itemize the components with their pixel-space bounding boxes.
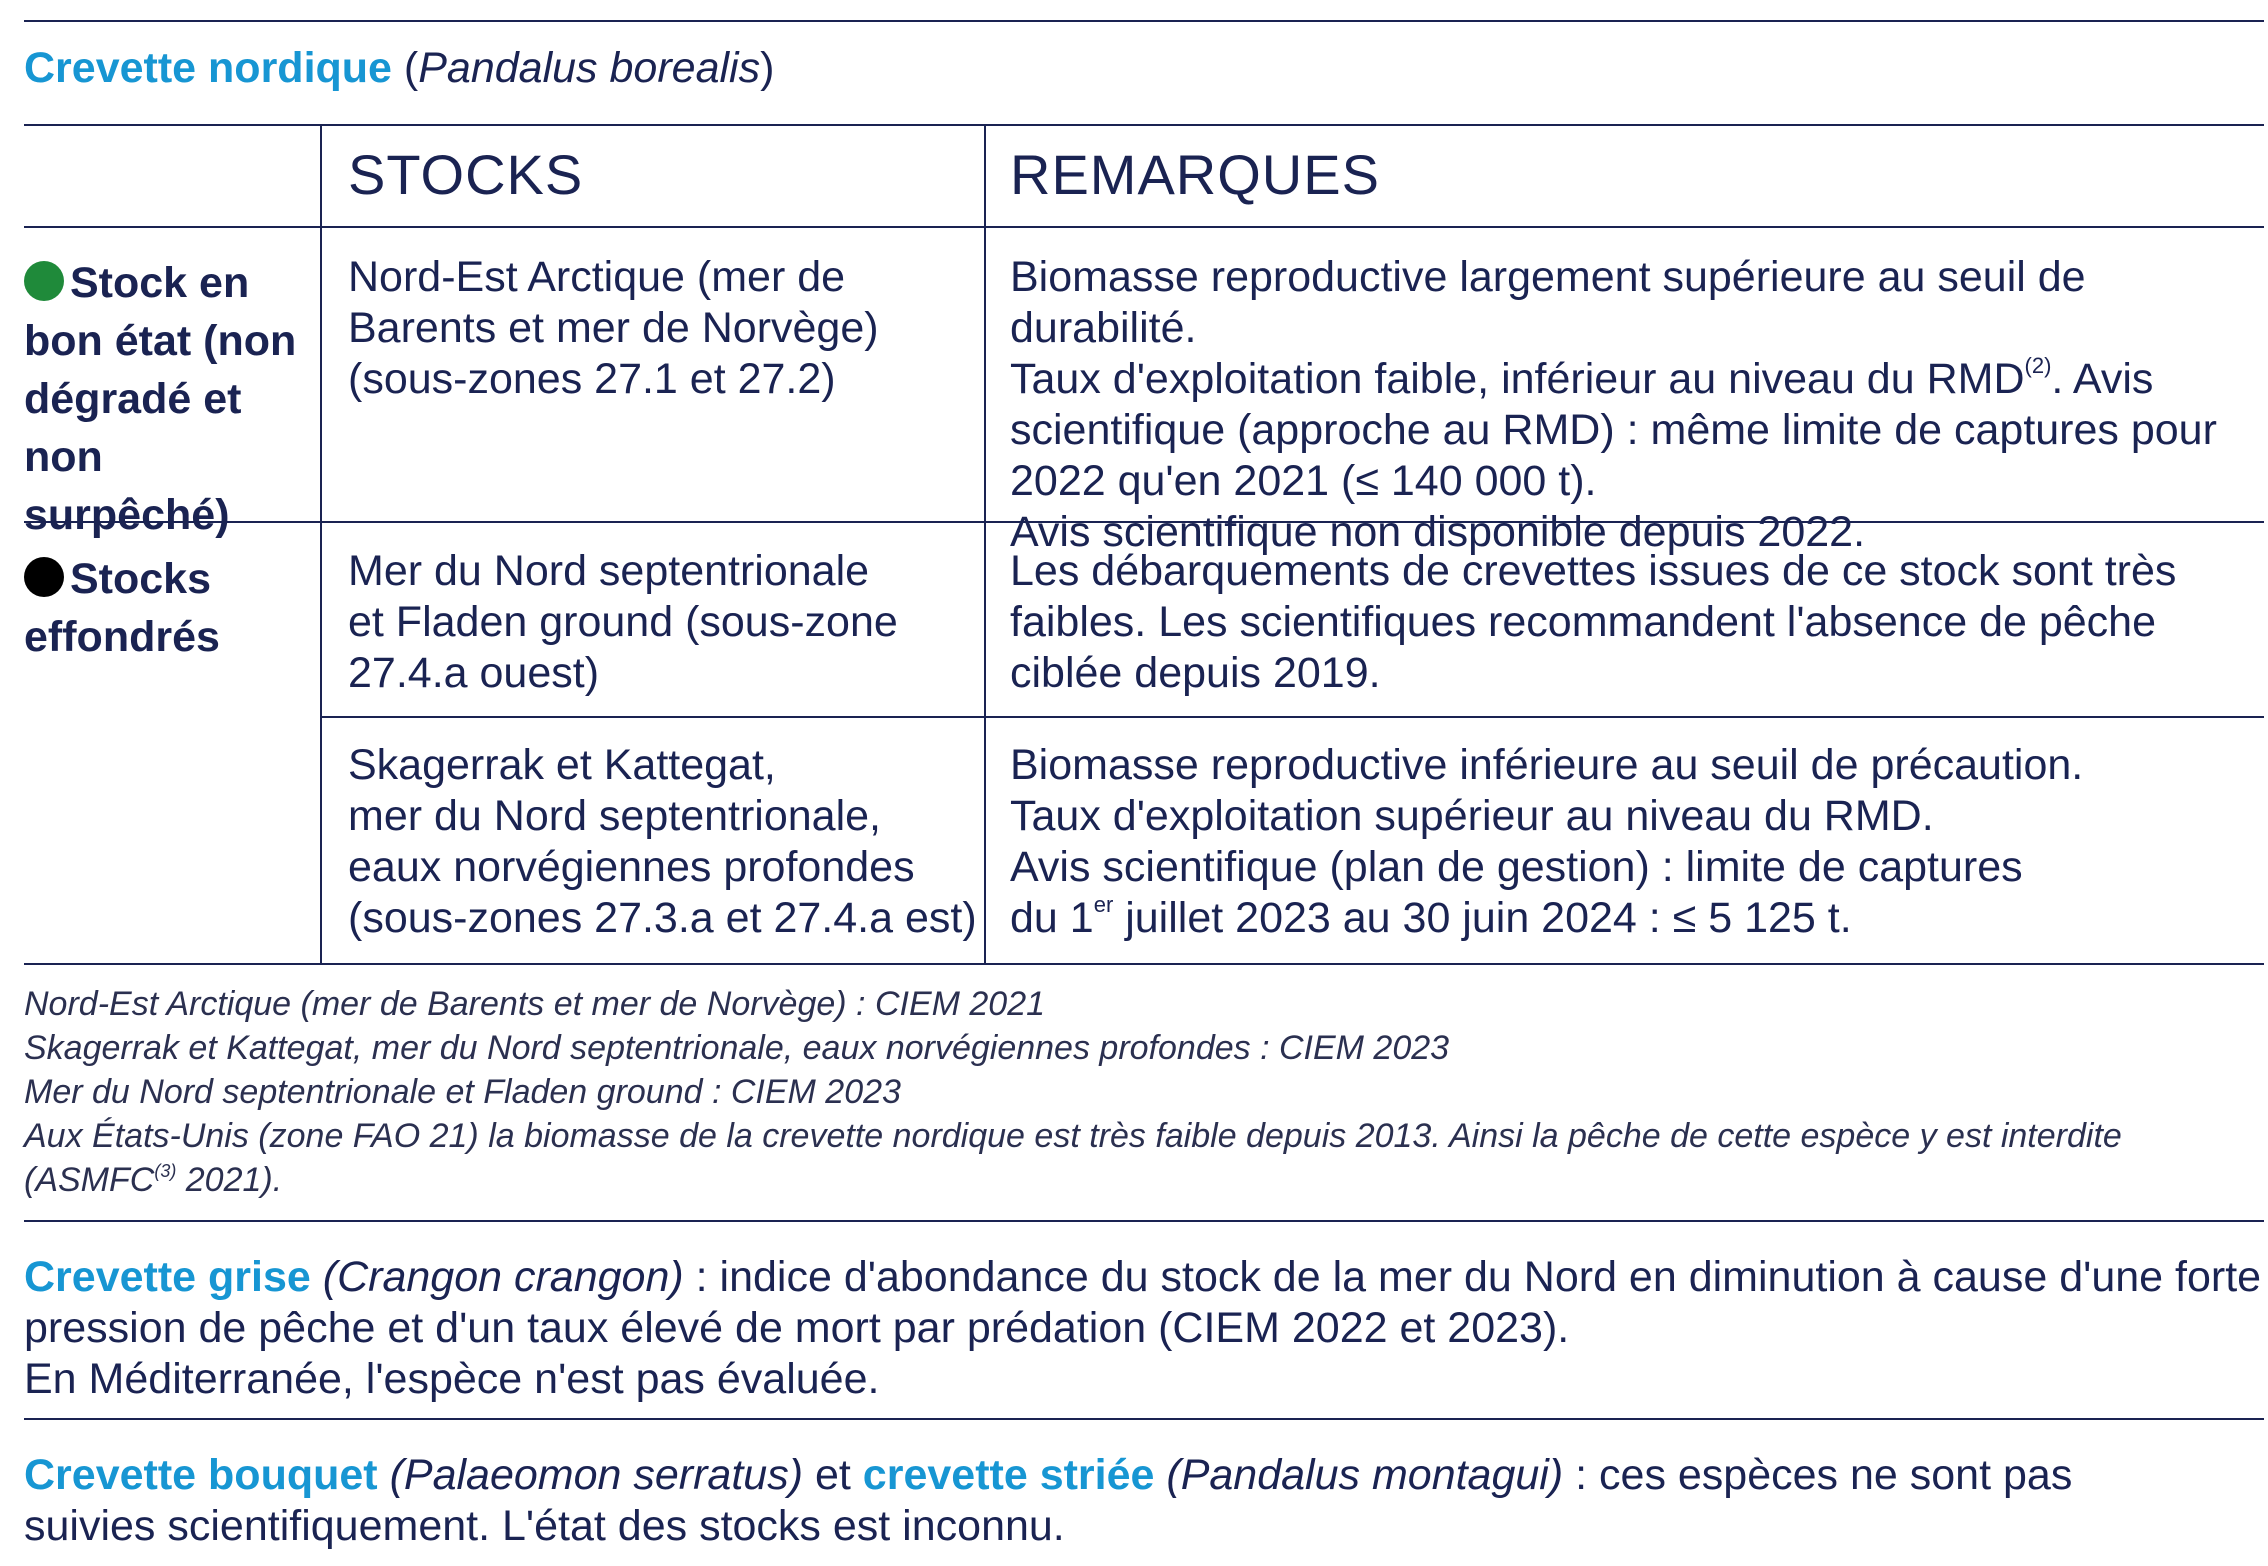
remarks-cell: Biomasse reproductive inférieure au seuil de précaution. Taux d'exploitation supérieur au niveau du RMD. Avis scientifique (plan de gestion) : limite de captures du 1er juillet 2023 au 30 juin 2024 : ≤ 5 125 t. — [1010, 741, 2084, 942]
header-divider — [24, 226, 2264, 228]
footnote-ref: (3) — [154, 1161, 177, 1181]
stocks-table — [24, 124, 2264, 965]
header-stocks: STOCKS — [348, 143, 584, 206]
stock-cell: Nord-Est Arctique (mer de Barents et mer de Norvège) (sous-zones 27.1 et 27.2) — [348, 253, 879, 403]
status-label: Stock en bon état (non dégradé et non surpêché) — [24, 259, 297, 539]
status-good — [24, 254, 304, 544]
species-common-name: Crevette grise — [24, 1253, 311, 1301]
status-collapsed — [24, 550, 304, 666]
header-remarques: REMARQUES — [1010, 143, 1380, 206]
green-dot-icon — [24, 261, 64, 301]
status-label: Stocks effondrés — [24, 555, 220, 661]
species-latin-name: Pandalus borealis — [418, 44, 761, 92]
section-rule — [24, 1418, 2264, 1420]
stock-cell: Mer du Nord septentrionale et Fladen ground (sous-zone 27.4.a ouest) — [348, 547, 898, 697]
species-common-name: Crevette nordique — [24, 44, 392, 92]
source-notes: Nord-Est Arctique (mer de Barents et mer de Norvège) : CIEM 2021 Skagerrak et Kattegat, mer du Nord septentrionale, eaux norvégiennes profondes : CIEM 2023 Mer du Nord septentrionale et Fladen ground : CIEM 2023 Aux États-Unis (zone FAO 21) la biomasse de la crevette nordique est très faible depuis 2013. Ainsi la pêche de cette espèce y est interdite (ASMFC$^{(3)}$ 2021). — [24, 985, 2122, 1199]
crevette-bouquet-section: Crevette bouquet (Palaeomon serratus) et crevette striée (Pandalus montagui) : ces espèces ne sont pas suivies scientifiquement. L'état des stocks est inconnu. — [24, 1451, 2073, 1550]
stock-cell: Skagerrak et Kattegat, mer du Nord septentrionale, eaux norvégiennes profondes (sous-zones 27.3.a et 27.4.a est) — [348, 741, 977, 942]
section-rule — [24, 1220, 2264, 1222]
document-page — [24, 20, 2264, 1550]
col-divider — [320, 126, 322, 963]
species-title: Crevette nordique (Pandalus borealis) — [24, 44, 775, 92]
crevette-grise-section: Crevette grise (Crangon crangon) : indice d'abondance du stock de la mer du Nord en diminution à cause d'une forte pression de pêche et d'un taux élevé de mort par prédation (CIEM 2022 et 2023). En Méditerranée, l'espèce n'est pas évaluée. — [24, 1253, 2262, 1403]
species-common-name: crevette striée — [862, 1451, 1155, 1499]
black-dot-icon — [24, 557, 64, 597]
footnote-ref: (2) — [2024, 353, 2052, 378]
remarks-cell: Les débarquements de crevettes issues de ce stock sont très faibles. Les scientifiques recommandent l'absence de pêche ciblée depuis 2019. — [1010, 547, 2177, 697]
species-common-name: Crevette bouquet — [24, 1451, 378, 1499]
col-divider — [984, 126, 986, 963]
remarks-cell: Biomasse reproductive largement supérieure au seuil de durabilité. Taux d'exploitation faible, inférieur au niveau du RMD$^{(2)}$. Avis scientifique (approche au RMD) : même limite de captures pour 2022 qu'en 2021 (≤ 140 000 t). Avis scientifique non disponible depuis 2022. — [1010, 253, 2217, 556]
row-divider — [320, 716, 2264, 718]
